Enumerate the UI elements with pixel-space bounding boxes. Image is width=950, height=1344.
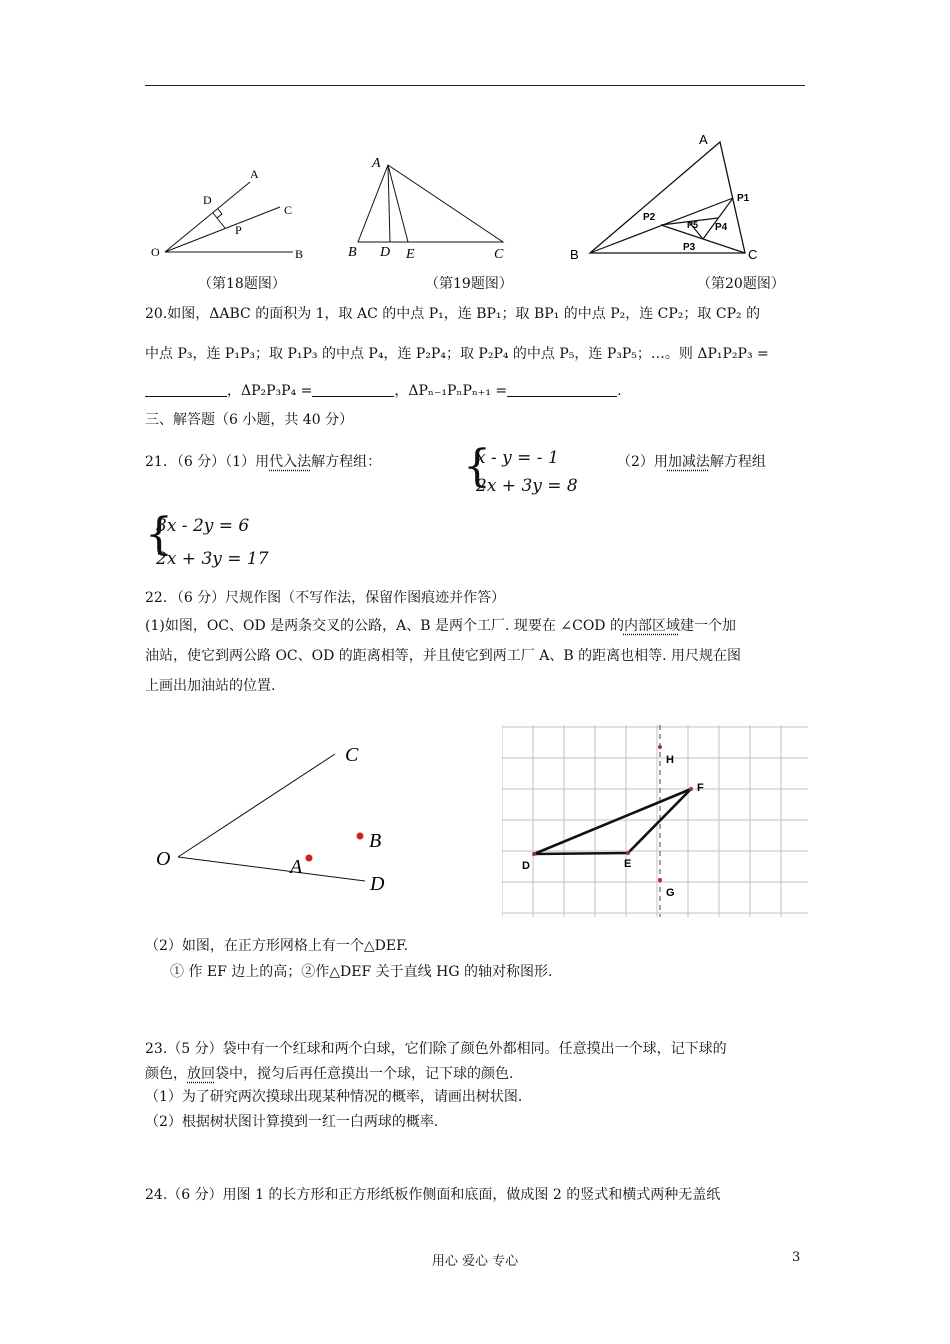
fig22a-label-B: B [369,830,382,852]
fig18-label-D: D [203,193,212,207]
q22-p1-line1 [145,616,736,636]
q21-prefix: 21．（6 分）（1）用 [145,454,270,470]
q23-line2 [145,1064,513,1084]
q20-line2: 中点 P₃，连 P₁P₃；取 P₁P₃ 的中点 P₄，连 P₂P₄；取 P₂P₄ 的中点 P₅，连 P₃P₅；…。则 ΔP₁P₂P₃ = [145,346,769,362]
q20-line3c: . [617,383,622,399]
q21-sys2-eq1: 3x - 2y = 6 [156,516,250,536]
fig20-label-A: A [699,132,708,147]
q21-sys1-eq2: 2x + 3y = 8 [476,476,578,496]
q20-line3 [145,381,622,401]
q21-method2: 加减法 [667,454,710,470]
figure-20 [565,128,785,268]
q23-line2b: 袋中，搅匀后再任意摸出一个球，记下球的颜色. [215,1066,514,1082]
fig22a-label-D: D [370,873,385,895]
fig22b-label-E: E [624,858,632,870]
figure-19 [340,150,515,265]
q21-sys2-eq2: 2x + 3y = 17 [156,549,269,569]
fig22b-label-H: H [666,754,674,766]
fig20-label-P4: P4 [715,222,728,233]
footer-text: 用心 爱心 专心 [431,1254,519,1269]
fig22b-label-F: F [697,782,704,794]
q22-p1-line3: 上画出加油站的位置. [145,678,276,694]
fig22b-label-G: G [666,887,675,899]
q22-p1-line1b: 建一个加 [679,618,736,634]
fig19-label-C: C [494,247,504,262]
fig18-label-B: B [295,247,304,261]
q21-sys2-brace: { [145,509,173,560]
header-rule [145,85,805,86]
q22-p1-line2: 油站，使它到两公路 OC、OD 的距离相等，并且使它到两工厂 A、B 的距离也相等. 用尺规在图 [145,648,741,664]
fig18-label-O: O [151,245,160,259]
point-A [306,855,313,862]
q21-sys1-brace: { [463,441,491,492]
q24-line1: 24.（6 分）用图 1 的长方形和正方形纸板作侧面和底面，做成图 2 的竖式和横式两种无盖纸 [145,1187,721,1203]
q23-line2-dot: 放回 [187,1066,215,1082]
q20-line3b: ，ΔPₙ₋₁PₙPₙ₊₁ = [394,383,508,399]
q21-part2-prefix: （2）用 [617,454,668,470]
figure-22-angle [145,735,415,900]
q22-p2-line1: （2）如图，在正方形网格上有一个△DEF. [145,938,409,954]
q23-line4: （2）根据树状图计算摸到一红一白两球的概率. [145,1114,439,1130]
q22-p1-line1a: (1)如图，OC、OD 是两条交叉的公路，A、B 是两个工厂. 现要在 ∠COD 的 [145,618,624,634]
fig18-label-P: P [235,223,242,237]
q21-mid1: 解方程组： [311,454,382,470]
q23-line1: 23.（5 分）袋中有一个红球和两个白球，它们除了颜色外都相同。任意摸出一个球，记下球的 [145,1041,727,1057]
fig18-caption: （第18题图） [198,276,286,292]
fig22a-label-A: A [290,856,303,878]
q21-line [145,452,381,472]
q22-title: 22．（6 分）尺规作图（不写作法，保留作图痕迹并作答） [145,590,506,606]
section-3-heading: 三、解答题（6 小题，共 40 分） [145,412,354,428]
figure-22-grid [502,725,808,917]
q21-part2 [617,452,766,472]
fig22a-label-C: C [345,744,359,766]
q20-line1: 20.如图，ΔABC 的面积为 1，取 AC 的中点 P₁，连 BP₁；取 BP₁ 的中点 P₂，连 CP₂；取 CP₂ 的 [145,306,761,322]
point-B [357,833,364,840]
fig19-label-D: D [380,245,391,260]
q22-p1-line1-dot: 内部区域 [623,618,680,634]
fig20-label-C: C [748,247,758,262]
q21-sys1-eq1: x - y = - 1 [476,448,559,468]
q23-line2a: 颜色， [145,1066,187,1082]
fig22b-label-D: D [522,860,530,872]
figure-18 [145,160,320,265]
fig18-label-A: A [250,167,259,181]
q22-p2-line2: ① 作 EF 边上的高；②作△DEF 关于直线 HG 的轴对称图形. [170,964,553,980]
fig20-label-P3: P3 [683,242,696,253]
fig20-label-P2: P2 [643,212,656,223]
fig19-label-E: E [406,247,415,262]
fig20-label-B: B [570,247,579,262]
q21-method1: 代入法 [269,454,312,470]
fig22a-label-O: O [156,848,171,870]
fig19-label-B: B [348,245,357,260]
q23-line3: （1）为了研究两次摸球出现某种情况的概率，请画出树状图. [145,1089,523,1105]
q21-part2-suffix: 解方程组 [709,454,766,470]
fig20-label-P5: P5 [687,220,699,230]
q20-line3a: ，ΔP₂P₃P₄ = [227,383,313,399]
fig19-label-A: A [372,156,381,171]
fig20-label-P1: P1 [737,193,750,204]
fig18-label-C: C [284,203,293,217]
page-number: 3 [792,1250,801,1265]
fig19-caption: （第19题图） [425,276,513,292]
fig20-caption: （第20题图） [697,276,785,292]
